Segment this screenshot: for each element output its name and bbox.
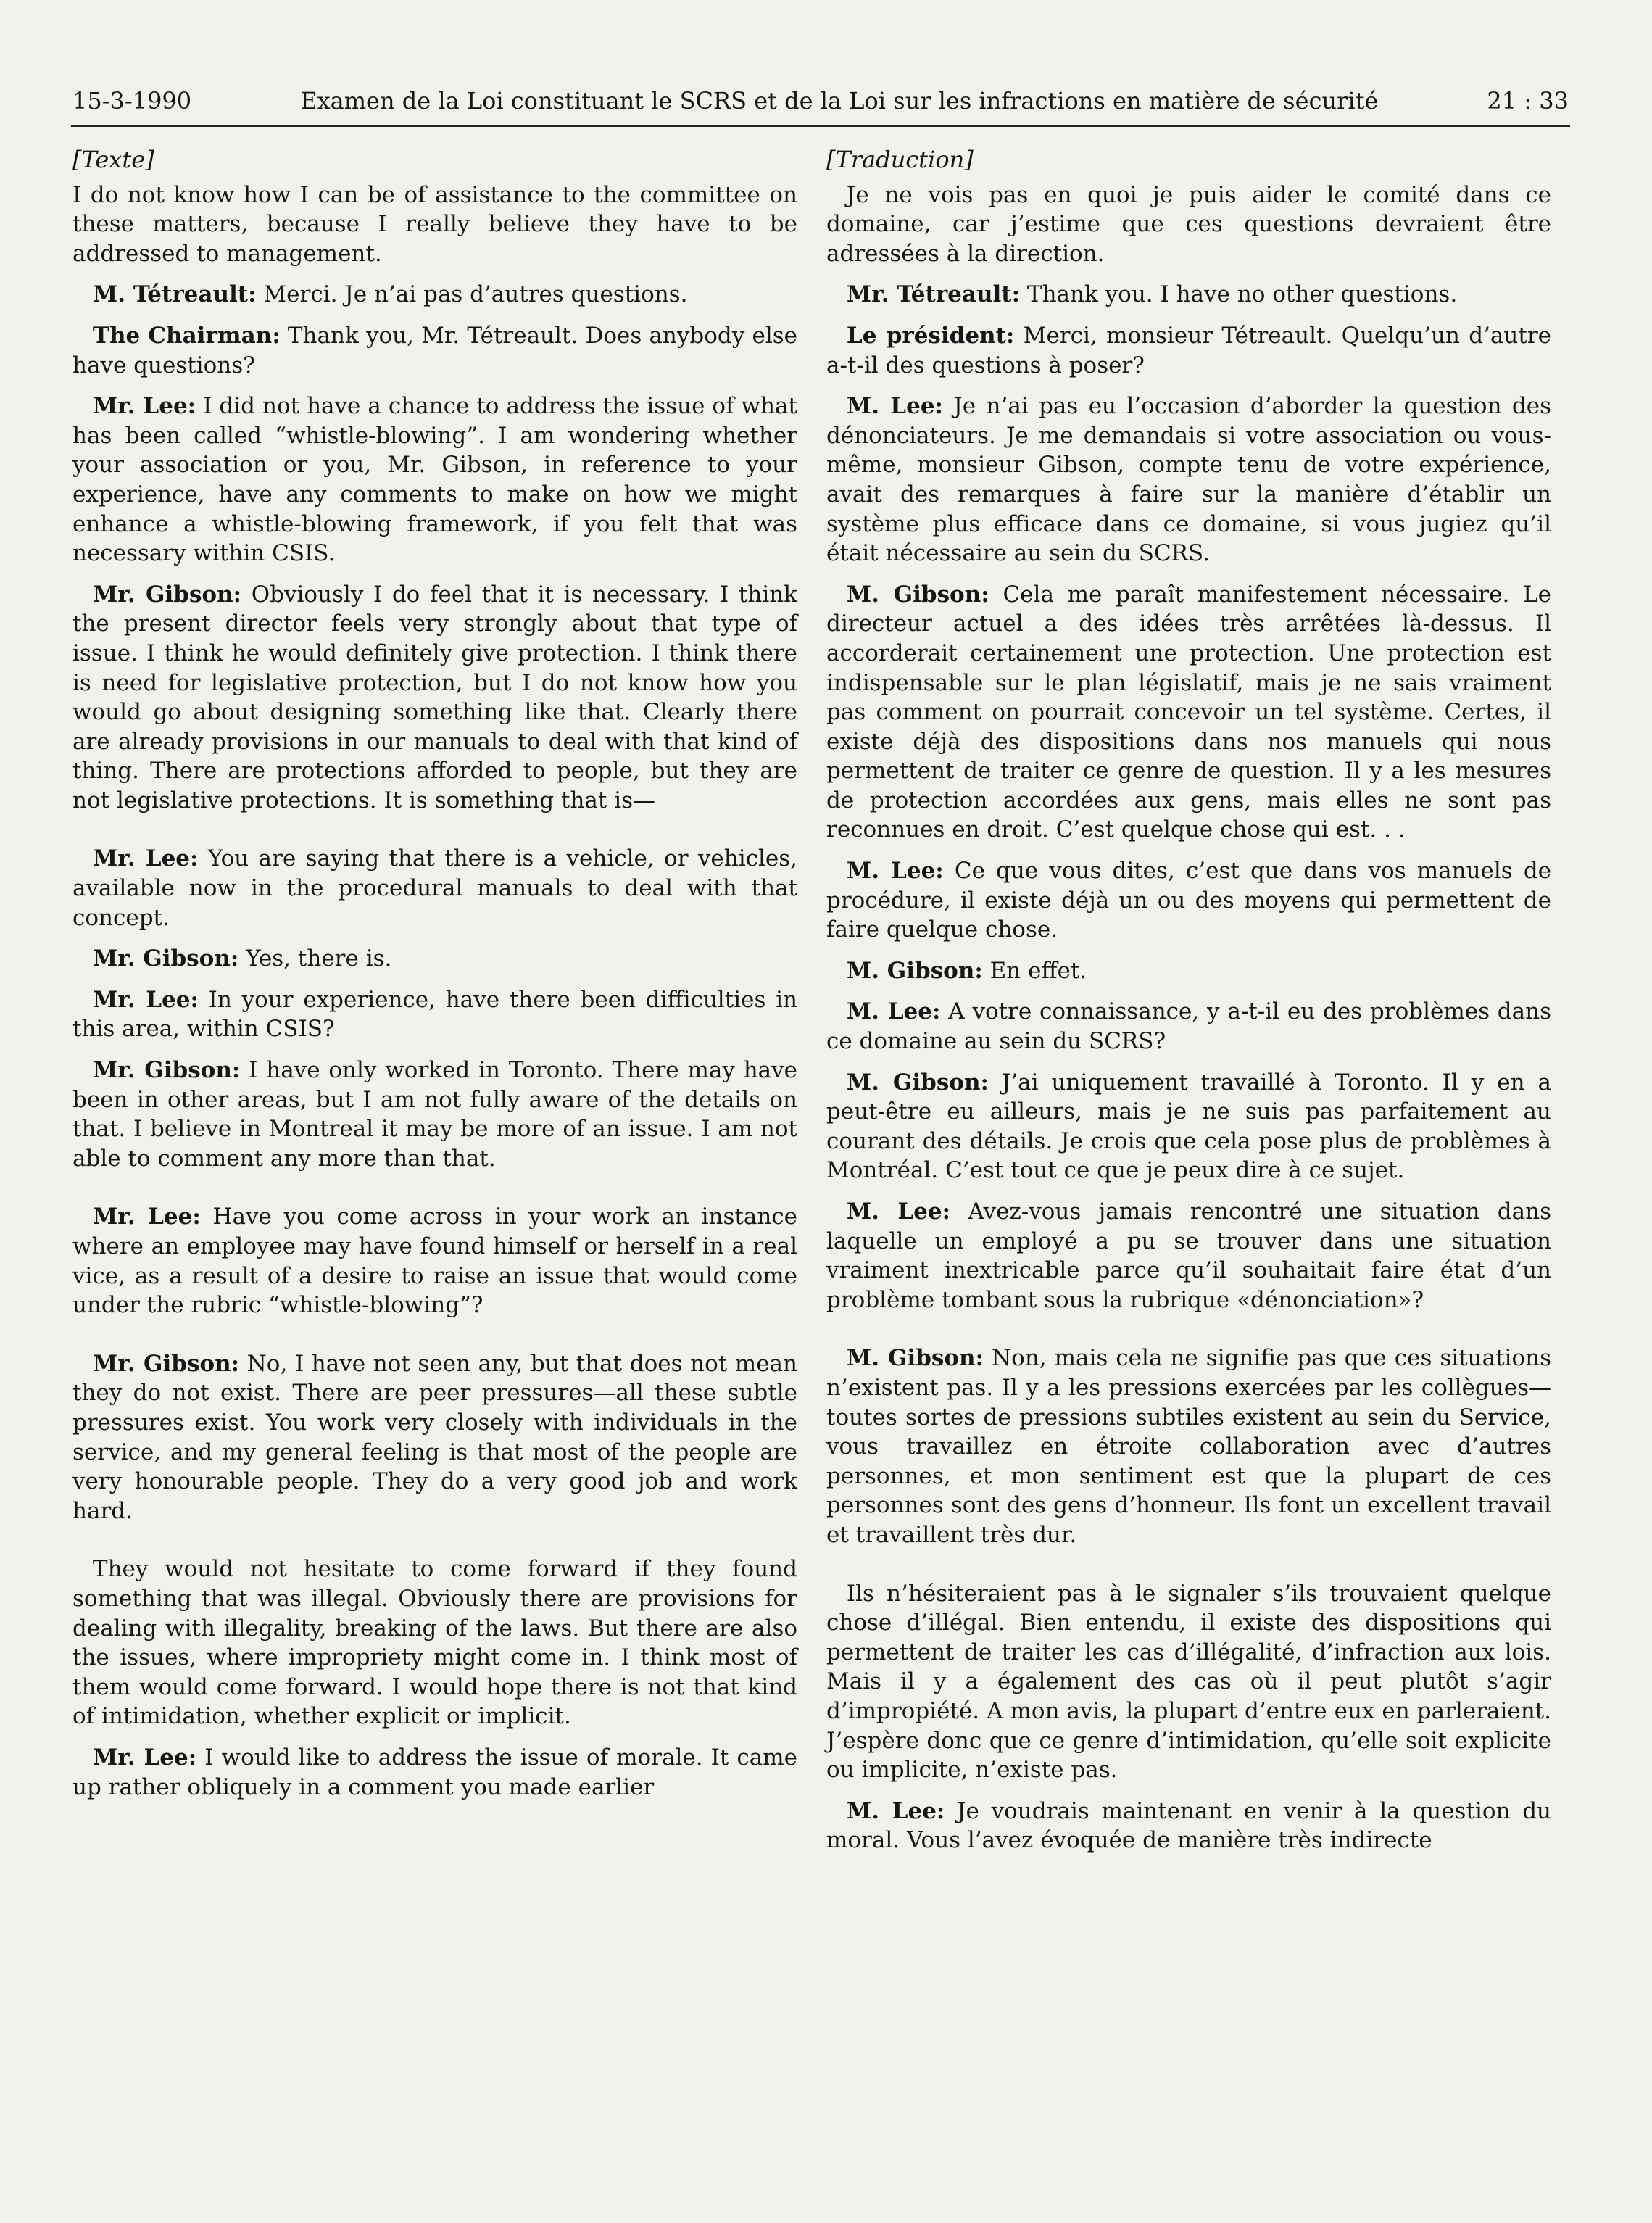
paragraph: M. Lee: Je voudrais maintenant en venir à la question du moral. Vous l’avez évoquée de manière très indirecte [826,1797,1551,1854]
paragraph: Mr. Lee: I did not have a chance to address the issue of what has been called “whistle-blowing”. I am wondering whether your association or you, Mr. Gibson, in reference to your experience, have any comments to make on how we might enhance a whistle-blowing framework, if you felt that was necessary within CSIS. [72,393,797,567]
speaker-name: Mr. Tétreault: [846,281,1021,308]
paragraph: Mr. Gibson: I have only worked in Toronto. There may have been in other areas, but I am not fully aware of the details on that. I believe in Montreal it may be more of an issue. I am not able to comment any more than that. [72,1057,797,1172]
speaker-name: M. Lee: [846,998,941,1025]
paragraph: M. Gibson: En effet. [846,957,1087,984]
speaker-name: M. Lee: [846,858,944,885]
paragraph: M. Lee: Ce que vous dites, c’est que dans vos manuels de procédure, il existe déjà un ou des moyens qui permettent de faire quelque chose. [826,858,1552,943]
french-column [826,145,1551,1867]
paragraph: Je ne vois pas en quoi je puis aider le comité dans ce domaine, car j’estime que ces questions devraient être adressées à la direction. [826,181,1551,267]
paragraph: M. Tétreault: Merci. Je n’ai pas d’autres questions. [92,281,688,308]
speaker-name: M. Gibson: [846,957,983,984]
paragraph: M. Lee: Avez-vous jamais rencontré une situation dans laquelle un employé a pu se trouver dans une situation vraiment inextricable parce qu’il souhaitait faire état d’un problème tombant sous la rubrique «dénonciation»? [826,1199,1552,1313]
speaker-name: Mr. Gibson: [92,1350,240,1377]
paragraph: Mr. Lee: Have you come across in your work an instance where an employee may have found himself or herself in a real vice, as a result of a desire to raise an issue that would come under the rubric “whistle-blowing”? [72,1204,797,1319]
speaker-name: M. Lee: [846,1797,945,1824]
speaker-name: Mr. Lee: [92,393,196,420]
speaker-name: Mr. Gibson: [92,1057,241,1084]
speaker-name: Mr. Gibson: [92,945,239,972]
english-column [72,145,797,1813]
paragraph: Mr. Lee: In your experience, have there been difficulties in this area, within CSIS? [72,986,797,1043]
speaker-name: Mr. Lee: [92,986,199,1013]
speaker-name: The Chairman: [92,322,281,349]
paragraph: Mr. Lee: You are saying that there is a vehicle, or vehicles, available now in the procedural manuals to deal with that concept. [72,845,798,931]
speaker-name: M. Tétreault: [92,281,257,308]
paragraph: M. Gibson: J’ai uniquement travaillé à Toronto. Il y en a peut-être eu ailleurs, mais je ne suis pas parfaitement au courant des détails. Je crois que cela pose plus de problèmes à Montréal. C’est tout ce que je peux dire à ce sujet. [826,1069,1551,1184]
paragraph: M. Lee: Je n’ai pas eu l’occasion d’aborder la question des dénonciateurs. Je me demandais si votre association ou vous-même, monsieur Gibson, compte tenu de votre expérience, avait des remarques à faire sur la manière d’établir un système plus efficace dans ce domaine, si vous jugiez qu’il était nécessaire au sein du SCRS. [826,393,1551,567]
paragraph: They would not hesitate to come forward if they found something that was illegal. Obviously there are provisions for dealing with illegality, breaking of the laws. But there are also the issues, where impropriety might come in. I think most of them would come forward. I would hope there is not that kind of intimidation, whether explicit or implicit. [72,1556,797,1730]
speaker-name: M. Gibson: [846,1069,989,1096]
header-date: 15-3-1990 [72,87,192,115]
header-page-number: 21 : 33 [1487,87,1569,115]
paragraph: Le président: Merci, monsieur Tétreault. Quelqu’un d’autre a-t-il des questions à poser? [826,322,1551,378]
paragraph: Mr. Lee: I would like to address the issue of morale. It came up rather obliquely in a comment you made earlier [72,1744,797,1800]
page-header [72,86,1569,116]
paragraph: M. Lee: A votre connaissance, y a-t-il eu des problèmes dans ce domaine au sein du SCRS? [826,998,1551,1055]
paragraph: M. Gibson: Cela me paraît manifestement nécessaire. Le directeur actuel a des idées très arrêtées là-dessus. Il accorderait certainement une protection. Une protection est indispensable sur le plan législatif, mais je ne sais vraiment pas comment on pourrait concevoir un tel système. Certes, il existe déjà des dispositions dans nos manuels qui nous permettent de traiter ce genre de question. Il y a les mesures de protection accordées aux gens, mais elles ne sont pas reconnues en droit. C’est quelque chose qui est. . . [826,581,1551,843]
language-label: [Texte] [72,146,154,173]
paragraph: Mr. Gibson: Yes, there is. [92,945,392,972]
paragraph: Mr. Tétreault: Thank you. I have no other questions. [846,281,1458,308]
speaker-name: Mr. Gibson: [92,581,242,608]
speaker-name: Mr. Lee: [92,1744,197,1771]
speaker-name: M. Gibson: [846,1345,984,1372]
header-rule [71,125,1570,127]
speaker-name: M. Lee: [846,393,943,420]
speaker-name: Le président: [846,322,1015,349]
speaker-name: M. Gibson: [846,581,989,608]
paragraph: Mr. Gibson: No, I have not seen any, but that does not mean they do not exist. There are peer pressures—all these subtle pressures exist. You work very closely with individuals in the service, and my general feeling is that most of the people are very honourable people. They do a very good job and work hard. [72,1350,797,1524]
language-label: [Traduction] [826,146,974,173]
paragraph: I do not know how I can be of assistance to the committee on these matters, because I really believe they have to be addressed to management. [72,181,797,267]
paragraph: Ils n’hésiteraient pas à le signaler s’ils trouvaient quelque chose d’illégal. Bien entendu, il existe des dispositions qui permettent de traiter les cas d’illégalité, d’infraction aux lois. Mais il y a également des cas où il peut plutôt s’agir d’impropiété. A mon avis, la plupart d’entre eux en parleraient. J’espère donc que ce genre d’intimidation, qu’elle soit explicite ou implicite, n’existe pas. [826,1580,1551,1784]
speaker-name: Mr. Lee: [92,845,199,872]
paragraph: The Chairman: Thank you, Mr. Tétreault. Does anybody else have questions? [72,322,797,378]
paragraph: M. Gibson: Non, mais cela ne signifie pas que ces situations n’existent pas. Il y a les pressions exercées par les collègues—toutes sortes de pressions subtiles existent au sein du Service, vous travaillez en étroite collaboration avec d’autres personnes, et mon sentiment est que la plupart de ces personnes sont des gens d’honneur. Ils font un excellent travail et travaillent très dur. [826,1345,1552,1548]
header-title: Examen de la Loi constituant le SCRS et de la Loi sur les infractions en matière de sécurité [300,87,1379,115]
speaker-name: Mr. Lee: [92,1204,201,1230]
paragraph: Mr. Gibson: Obviously I do feel that it is necessary. I think the present director feels very strongly about that type of issue. I think he would definitely give protection. I think there is need for legislative protection, but I do not know how you would go about designing something like that. Clearly there are already provisions in our manuals to deal with that kind of thing. There are protections afforded to people, but they are not legislative protections. It is something that is— [72,581,797,814]
speaker-name: M. Lee: [846,1199,951,1225]
